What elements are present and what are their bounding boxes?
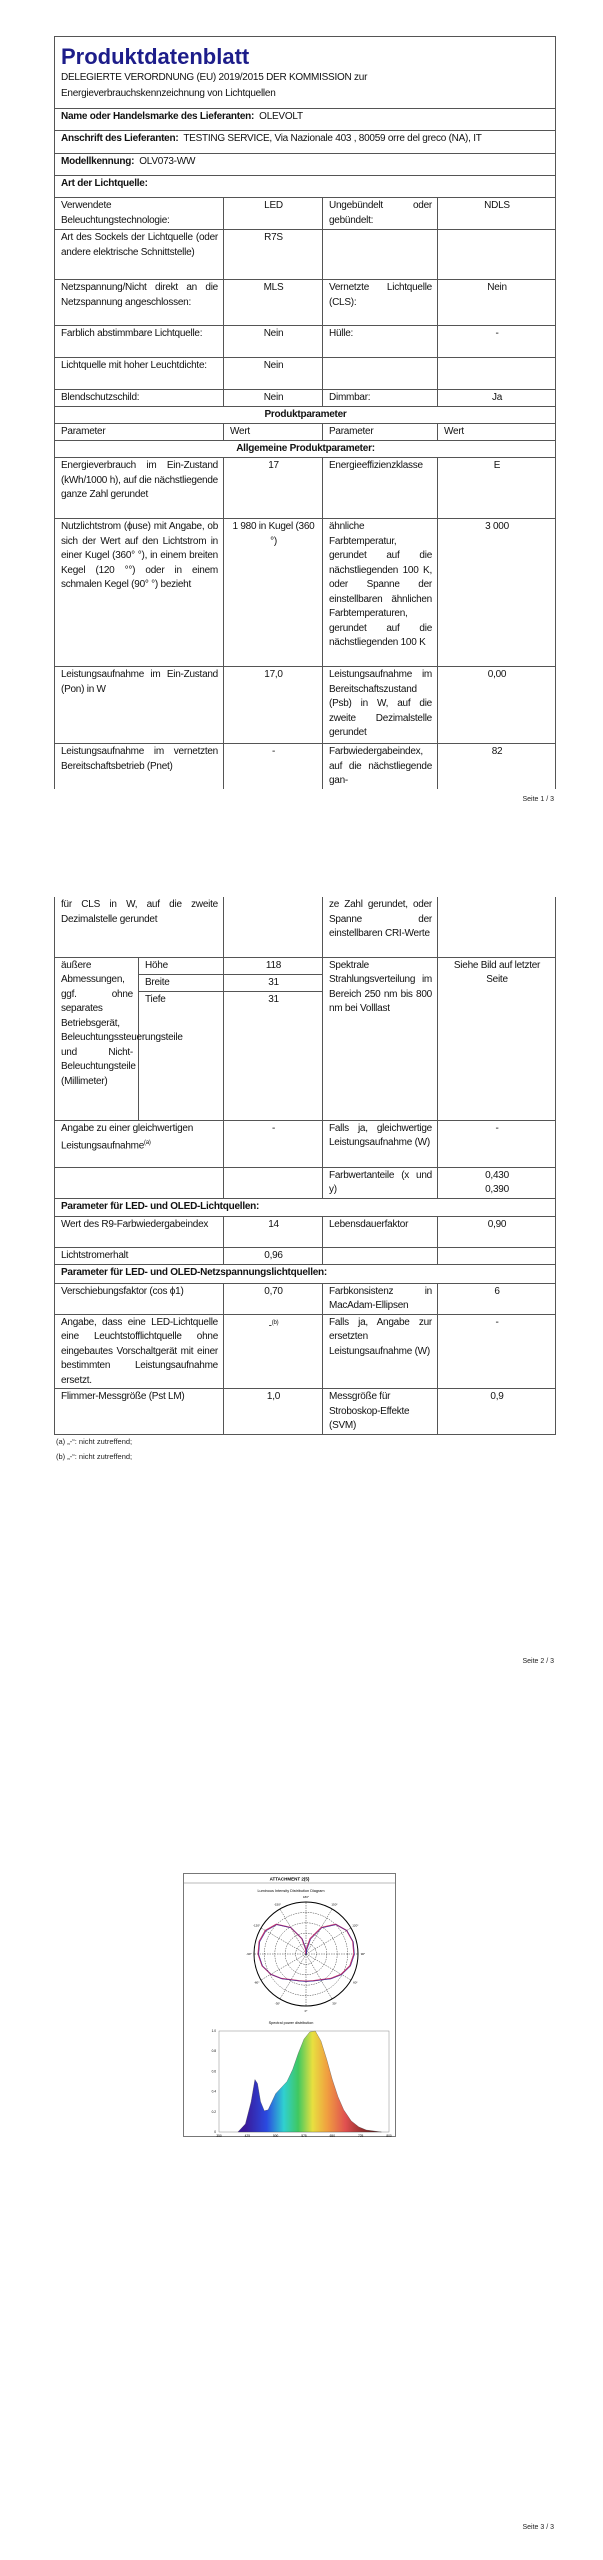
table-row [55,1216,556,1247]
param-value: 3 000 [438,519,556,667]
product-datasheet-page-2 [54,897,556,1435]
dimension-label-height: Höhe [139,957,224,974]
supplier-address: TESTING SERVICE, Via Nazionale 403 , 80059 orre del greco (NA), IT [183,133,482,144]
model-label: Modellkennung: [61,156,135,167]
param-label: Farblich abstimmbare Lichtquelle: [55,326,224,358]
value-text: - [268,1319,272,1331]
spectrum-x-tick-label: 500 [273,2134,279,2138]
model-row [55,154,556,176]
attachment-figure [183,1873,396,2137]
param-label: Farbkonsistenz in MacAdam-Ellipsen [323,1283,438,1314]
polar-angle-label: 120° [352,1923,359,1928]
param-label: Verschiebungsfaktor (cos ϕ1) [55,1283,224,1314]
param-value: Nein [224,326,323,358]
dimension-label-width: Breite [139,974,224,991]
table-row [55,1167,556,1198]
spectrum-area [238,2031,382,2132]
param-label: Nutzlichtstrom (ϕuse) mit Angabe, ob sich der Wert auf den Lichtstrom in einer Kugel (360° °), in einem breiten Kegel (120 °°) oder in einem schmalen Kegel (90° °) bezieht [55,519,224,667]
param-label: Leistungsaufnahme im Ein-Zustand (Pon) in W [55,667,224,744]
param-label: Dimmbar: [323,390,438,407]
supplier-name-row [55,109,556,131]
param-label: ähnliche Farbtemperatur, gerundet auf die nächstliegenden 100 K, oder Spanne der einstellbaren ähnlichen Farbtemperaturen, gerundet auf die nächstliegenden 100 K [323,519,438,667]
general-parameters-heading: Allgemeine Produktparameter: [55,441,556,458]
model-id: OLV073-WW [139,156,196,167]
param-value: MLS [224,280,323,326]
spectrum-x-tick-label: 425 [244,2134,250,2138]
param-label: Leistungsaufnahme im Bereitschaftszustand (Psb) in W, auf die zweite Dezimalstelle gerundet [323,667,438,744]
table-row [55,1120,556,1167]
param-value: Nein [438,280,556,326]
table-row [55,280,556,326]
page-number: Seite 1 / 3 [522,796,554,803]
param-label: Falls ja, gleichwertige Leistungsaufnahme (W) [323,1120,438,1167]
polar-grid-spoke [280,1954,306,1999]
param-label: Lebensdauerfaktor [323,1216,438,1247]
supplier-name: OLEVOLT [259,111,303,122]
param-label: Falls ja, Angabe zur ersetzten Leistungsaufnahme (W) [323,1314,438,1389]
param-value: Nein [224,390,323,407]
table-row [55,667,556,744]
param-label: Energieverbrauch im Ein-Zustand (kWh/1000 h), auf die nächstliegende ganze Zahl gerundet [55,458,224,519]
polar-grid-spoke [306,1928,351,1954]
spectrum-x-tick-label: 575 [301,2134,307,2138]
dimension-value-depth: 31 [224,991,323,1120]
param-value: 17 [224,458,323,519]
spectrum-y-tick-label: 0 [214,2130,216,2134]
dimension-value-height: 118 [224,957,323,974]
spectral-distribution-label: Spektrale Strahlungsverteilung im Bereich 250 nm bis 800 nm bei Volllast [323,957,438,1120]
spectrum-x-tick-label: 725 [358,2134,364,2138]
param-label: Netzspannung/Nicht direkt an die Netzspannung angeschlossen: [55,280,224,326]
polar-grid-spoke [306,1954,332,1999]
spectrum-y-tick-label: 0.8 [211,2049,216,2054]
empty-cell [438,230,556,280]
table-row [55,230,556,280]
chromaticity-y: 0,390 [485,1184,509,1195]
light-source-type-heading: Art der Lichtquelle: [55,176,556,198]
param-label: Wert des R9-Farbwiedergabeindex [55,1216,224,1247]
polar-angle-label: -60° [253,1980,260,1985]
polar-angle-label: 0° [304,2009,308,2013]
param-value: - [438,326,556,358]
attachment-figure-svg [184,1874,395,2136]
table-row [55,1247,556,1264]
spectrum-y-tick-label: 1.0 [211,2029,216,2033]
param-value [438,1167,556,1198]
spectral-distribution-value: Siehe Bild auf letzter Seite [438,957,556,1120]
param-value: 0,70 [224,1283,323,1314]
polar-angle-label: 180° [302,1895,310,1899]
mains-parameters-heading: Parameter für LED- und OLED-Netzspannungslichtquellen: [55,1264,556,1283]
attachment-title: ATTACHMENT 2(5) [269,1876,310,1882]
param-value: 82 [438,744,556,789]
param-label: Angabe, dass eine LED-Lichtquelle eine Leuchtstofflichtquelle ohne eingebautes Vorschaltgerät mit einer bestimmten Leistungsaufnahme ersetzt. [55,1314,224,1389]
page-title: Produktdatenblatt [61,44,250,69]
spectrum-x-tick-label: 350 [216,2134,222,2138]
column-header-value: Wert [224,424,323,441]
footnote-ref-b: (b) [271,1319,279,1326]
polar-grid-spoke [280,1909,306,1954]
table-row [55,390,556,407]
param-label: Messgröße für Stroboskop-Effekte (SVM) [323,1389,438,1435]
empty-cell [55,1167,224,1198]
page-number: Seite 3 / 3 [522,2524,554,2531]
table-row [55,458,556,519]
param-label [55,1120,224,1167]
footnote-a: (a) „-“: nicht zutreffend; [56,1437,133,1446]
param-value: - [438,1120,556,1167]
param-value: 17,0 [224,667,323,744]
param-value: 6 [438,1283,556,1314]
empty-cell [438,1247,556,1264]
param-value: NDLS [438,198,556,230]
param-value: R7S [224,230,323,280]
table-row [55,358,556,390]
param-label: Lichtstromerhalt [55,1247,224,1264]
polar-angle-label: -150° [273,1902,282,1907]
param-value: E [438,458,556,519]
table-row [55,744,556,789]
param-label: ze Zahl gerundet, oder Spanne der einstellbaren CRI-Werte [323,897,438,957]
param-label: Lichtquelle mit hoher Leuchtdichte: [55,358,224,390]
spectrum-y-tick-label: 0.6 [211,2069,216,2074]
polar-grid-spoke [261,1928,306,1954]
param-label: Leistungsaufnahme im vernetzten Bereitschaftsbetrieb (Pnet) [55,744,224,789]
empty-cell [224,897,323,957]
polar-grid-spoke [306,1909,332,1954]
chromaticity-x: 0,430 [485,1169,509,1181]
spectrum-x-tick-label: 800 [386,2134,392,2138]
empty-cell [224,1167,323,1198]
polar-chart-title: Luminous Intensity Distribution Diagram [257,1889,325,1893]
param-label: Ungebündelt oder gebündelt: [323,198,438,230]
param-value: - [438,1314,556,1389]
table-row [55,1389,556,1435]
dimensions-label: äußere Abmessungen, ggf. ohne separates Betriebsgerät, Beleuchtungssteuerungsteile und Nicht-Beleuchtungsteile (Millimeter) [55,957,139,1120]
product-parameters-heading: Produktparameter [55,407,556,424]
param-label: Farbwiedergabeindex, auf die nächstliegende gan- [323,744,438,789]
table-row [55,897,556,957]
column-header-value: Wert [438,424,556,441]
empty-cell [438,897,556,957]
table-row [55,519,556,667]
spectrum-chart [212,2029,392,2138]
empty-cell [323,1247,438,1264]
param-value: 14 [224,1216,323,1247]
column-header-parameter: Parameter [55,424,224,441]
param-value: Ja [438,390,556,407]
param-label: Verwendete Beleuchtungstechnologie: [55,198,224,230]
column-header-parameter: Parameter [323,424,438,441]
empty-cell [323,230,438,280]
param-value: 1 980 in Kugel (360 °) [224,519,323,667]
param-label: für CLS in W, auf die zweite Dezimalstelle gerundet [55,897,224,957]
table-row [55,957,556,974]
product-datasheet-page-1 [54,36,556,789]
param-value: - [224,1120,323,1167]
spectrum-y-tick-label: 0.2 [211,2109,216,2114]
led-parameters-heading: Parameter für LED- und OLED-Lichtquellen: [55,1198,556,1216]
param-label: Energieeffizienzklasse [323,458,438,519]
spectrum-y-tick-label: 0.4 [211,2089,216,2094]
dimension-label-depth: Tiefe [139,991,224,1120]
param-value: 0,96 [224,1247,323,1264]
polar-chart [246,1895,366,2013]
supplier-name-label: Name oder Handelsmarke des Lieferanten: [61,111,255,122]
polar-angle-label: -120° [253,1923,261,1928]
spectrum-x-tick-label: 650 [329,2134,335,2138]
param-label: Farbwertanteile (x und y) [323,1167,438,1198]
dimension-value-width: 31 [224,974,323,991]
table-row [55,1314,556,1389]
param-value: 0,90 [438,1216,556,1247]
polar-angle-label: -30° [274,2001,281,2006]
param-value [224,1314,323,1389]
table-row [55,326,556,358]
address-label: Anschrift des Lieferanten: [61,133,179,144]
param-label: Blendschutzschild: [55,390,224,407]
param-label: Vernetzte Lichtquelle (CLS): [323,280,438,326]
column-header-row [55,424,556,441]
param-value: 0,00 [438,667,556,744]
param-value: 0,9 [438,1389,556,1435]
polar-angle-label: -90° [246,1952,252,1956]
header-cell [55,37,556,109]
supplier-address-row [55,131,556,154]
empty-cell [323,358,438,390]
footnote-b: (b) „-“: nicht zutreffend; [56,1452,133,1461]
param-value: 1,0 [224,1389,323,1435]
spectrum-chart-title: Spectral power distribution [268,2021,314,2025]
polar-angle-label: 60° [353,1980,358,1985]
param-label: Flimmer-Messgröße (Pst LM) [55,1389,224,1435]
equivalent-power-label: Angabe zu einer gleichwertigen Leistungsaufnahme [61,1122,194,1152]
regulation-line-1: DELEGIERTE VERORDNUNG (EU) 2019/2015 DER KOMMISSION zur [61,72,368,83]
polar-grid-spoke [306,1954,351,1980]
param-value: - [224,744,323,789]
param-label: Art des Sockels der Lichtquelle (oder andere elektrische Schnittstelle) [55,230,224,280]
polar-angle-label: 30° [332,2001,337,2006]
param-label: Hülle: [323,326,438,358]
table-row [55,198,556,230]
polar-grid-spoke [261,1954,306,1980]
footnote-ref-a: (a) [144,1140,151,1146]
table-row [55,1283,556,1314]
regulation-line-2: Energieverbrauchskennzeichnung von Lichtquellen [61,88,276,99]
polar-angle-label: 90° [360,1952,366,1956]
param-value: LED [224,198,323,230]
page-number: Seite 2 / 3 [522,1658,554,1665]
polar-angle-label: 150° [331,1902,338,1907]
empty-cell [438,358,556,390]
param-value: Nein [224,358,323,390]
